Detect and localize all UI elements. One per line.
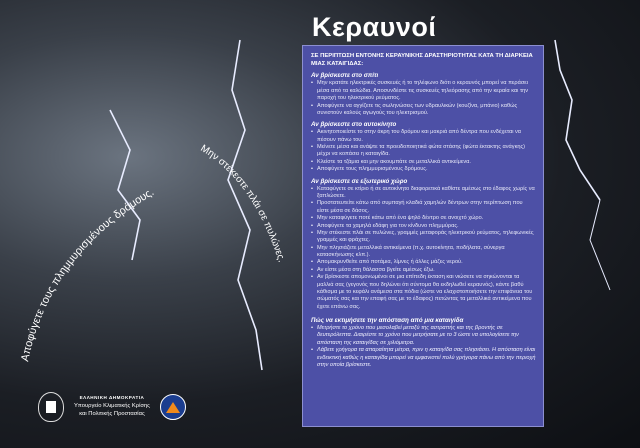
list-item: • Ακινητοποιείστε το στην άκρη του δρόμου και μακριά από δέντρα που ενδέχεται να πέσουν πάνω του. bbox=[311, 129, 536, 144]
section-title: Αν βρίσκεστε στο αυτοκίνητο bbox=[311, 121, 397, 129]
list-item: • Μην κρατάτε ηλεκτρικές συσκευές ή το τηλέφωνο διότι ο κεραυνός μπορεί να περάσει μέσα από τα καλώδια. Αποσυνδέστε τις συσκευές τηλεόρασης από την κεραία και την παροχή του ηλεκτρικού ρεύματος. bbox=[311, 80, 536, 102]
distance-list bbox=[311, 325, 536, 369]
curved-text-pylons: Μην στέκεστε πλάι σε πυλώνες. bbox=[198, 143, 287, 264]
list-item: • Μην καταφύγετε ποτέ κάτω από ένα ψηλό δέντρο σε ανοιχτό χώρο. bbox=[311, 215, 536, 222]
distance-title: Πώς να εκτιμήσετε την απόσταση από μια καταιγίδα bbox=[311, 317, 464, 325]
list-item: • Μην πλησιάζετε μεταλλικά αντικείμενα (π.χ. αυτοκίνητα, ποδήλατα, σύνεργα κατασκήνωσης κλπ.). bbox=[311, 245, 536, 260]
section-list bbox=[311, 129, 536, 173]
list-item: • Μετρήστε το χρόνο που μεσολαβεί μεταξύ της αστραπής και της βροντής σε δευτερόλεπτα. Διαιρέστε το χρόνο που μετρήσατε με το 3 ώστε να υπολογίσετε την απόσταση της καταιγίδας σε χιλιόμετρα. bbox=[311, 325, 536, 347]
list-item: • Αν βρίσκεστε απομονωμένοι σε μια επίπεδη έκταση και νιώσετε να σηκώνονται τα μαλλιά σας (γεγονός που δηλώνει ότι σύντομα θα εκδηλωθεί κεραυνός), κάντε βαθύ κάθισμα με το κεφάλι ανάμεσα στα πόδια (ώστε να ελαχιστοποιήσετε την επιφάνεια του σώματός σας και την επαφή σας με το έδαφος) πετώντας τα μεταλλικά αντικείμενα που έχετε επάνω σας. bbox=[311, 274, 536, 311]
footer bbox=[38, 392, 186, 422]
curved-text-flooded-roads: Αποφύγετε τους πλημμυρισμένους δρόμους. bbox=[19, 186, 157, 363]
list-item: • Λάβετε γρήγορα τα απαραίτητα μέτρα, πριν η καταιγίδα σας πλησιάσει. Η απόσταση είναι ενδεικτική καθώς η καταιγίδα μπορεί να εμφανιστεί πολύ γρήγορα πάνω από την περιοχή στην οποία βρίσκεστε. bbox=[311, 347, 536, 369]
section-list bbox=[311, 80, 536, 117]
section-title: Αν βρίσκεστε στο σπίτι bbox=[311, 72, 379, 80]
greek-emblem-icon bbox=[38, 392, 64, 422]
page-title: Κεραυνοί bbox=[312, 12, 437, 42]
republic-label: ΕΛΛΗΝΙΚΗ ΔΗΜΟΚΡΑΤΙΑ bbox=[79, 395, 145, 401]
list-item: • Αποφύγετε τους πλημμυρισμένους δρόμους. bbox=[311, 166, 536, 173]
sections bbox=[311, 72, 536, 311]
lightning-bolt bbox=[590, 200, 610, 290]
civil-protection-logo-icon bbox=[160, 394, 186, 420]
lightning-bolt bbox=[555, 40, 600, 200]
ministry-label bbox=[74, 395, 150, 418]
section-list bbox=[311, 186, 536, 311]
section-title: Αν βρίσκεστε σε εξωτερικό χώρο bbox=[311, 177, 408, 185]
list-item: • Κλείστε τα τζάμια και μην ακουμπάτε σε μεταλλικά αντικείμενα. bbox=[311, 159, 536, 166]
list-item: • Αποφύγετε τα χαμηλά εδάφη για τον κίνδυνο πλημμύρας. bbox=[311, 223, 536, 230]
list-item: • Μην στέκεστε πλάι σε πυλώνες, γραμμές μεταφοράς ηλεκτρικού ρεύματος, τηλεφωνικές γραμμές και φράχτες. bbox=[311, 230, 536, 245]
list-item: • Αν είστε μέσα στη θάλασσα βγείτε αμέσως έξω. bbox=[311, 267, 536, 274]
ministry-line1: Υπουργείο Κλιματικής Κρίσης bbox=[74, 403, 150, 410]
info-panel bbox=[302, 45, 544, 427]
list-item: • Αποφύγετε να αγγίζετε τις σωληνώσεις των υδραυλικών (κουζίνα, μπάνιο) καθώς συνιστούν καλούς αγωγούς του ηλεκτρισμού. bbox=[311, 103, 536, 118]
list-item: • Μείνετε μέσα και ανάψτε τα προειδοποιητικά φώτα στάσης (φώτα έκτακτης ανάγκης) μέχρι να κοπάσει η καταιγίδα. bbox=[311, 144, 536, 159]
list-item: • Καταφύγετε σε κτίριο ή σε αυτοκίνητο διαφορετικά καθίστε αμέσως στο έδαφος χωρίς να ξαπλώσετε. bbox=[311, 186, 536, 201]
list-item: • Απομακρυνθείτε από ποτάμια, λίμνες ή άλλες μάζες νερού. bbox=[311, 259, 536, 266]
lightning-bolt bbox=[110, 110, 140, 260]
panel-heading: ΣΕ ΠΕΡΙΠΤΩΣΗ ΕΝΤΟΝΗΣ ΚΕΡΑΥΝΙΚΗΣ ΔΡΑΣΤΗΡΙΟΤΗΤΑΣ ΚΑΤΑ ΤΗ ΔΙΑΡΚΕΙΑ ΜΙΑΣ ΚΑΤΑΙΓΙΔΑΣ: bbox=[311, 53, 533, 67]
ministry-line2: και Πολιτικής Προστασίας bbox=[79, 411, 145, 418]
list-item: • Προστατευτείτε κάτω από συμπαγή κλαδιά χαμηλών δέντρων στην περίπτωση που είστε μέσα σε δάσος. bbox=[311, 200, 536, 215]
